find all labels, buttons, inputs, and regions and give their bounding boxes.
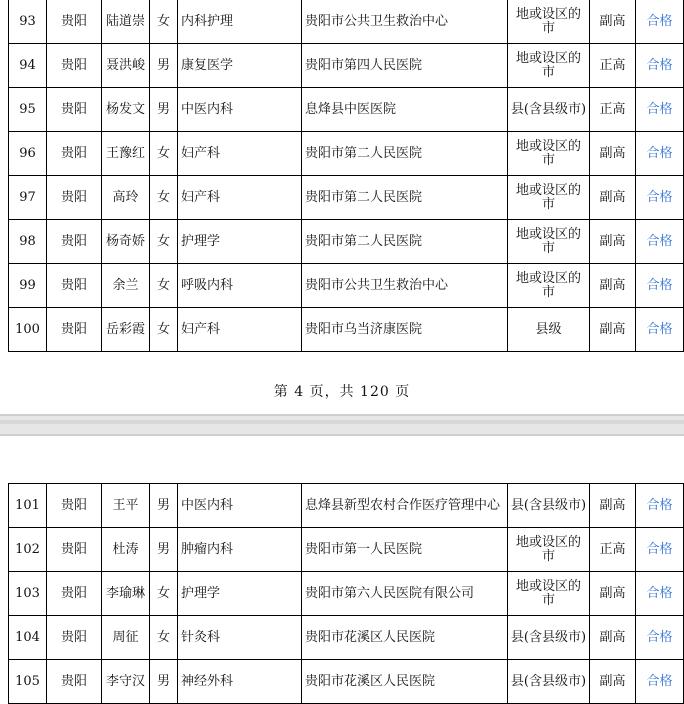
page-footer: 第 4 页，共 120 页 <box>273 384 411 400</box>
cell-workplace: 贵阳市乌当济康医院 <box>302 308 508 352</box>
cell-number: 102 <box>9 528 47 572</box>
cell-number: 105 <box>9 660 47 704</box>
cell-name: 李守汉 <box>102 660 150 704</box>
cell-number: 96 <box>9 132 47 176</box>
cell-result: 合格 <box>636 220 684 264</box>
table-row <box>9 264 684 308</box>
cell-workplace: 贵阳市第一人民医院 <box>302 528 508 572</box>
table-row <box>9 88 684 132</box>
cell-result: 合格 <box>636 88 684 132</box>
cell-workplace: 贵阳市第六人民医院有限公司 <box>302 572 508 616</box>
cell-number: 98 <box>9 220 47 264</box>
cell-title-level: 副高 <box>590 264 636 308</box>
cell-city: 贵阳 <box>47 660 102 704</box>
cell-result: 合格 <box>636 264 684 308</box>
cell-title-level: 副高 <box>590 616 636 660</box>
cell-name: 王平 <box>102 484 150 528</box>
cell-gender: 女 <box>150 220 178 264</box>
cell-city: 贵阳 <box>47 528 102 572</box>
cell-title-level: 副高 <box>590 176 636 220</box>
cell-result: 合格 <box>636 308 684 352</box>
cell-title-level: 正高 <box>590 528 636 572</box>
cell-specialty: 神经外科 <box>178 660 302 704</box>
cell-specialty: 中医内科 <box>178 484 302 528</box>
cell-workplace: 贵阳市第二人民医院 <box>302 176 508 220</box>
cell-number: 95 <box>9 88 47 132</box>
cell-name: 岳彩霞 <box>102 308 150 352</box>
cell-city: 贵阳 <box>47 220 102 264</box>
cell-result: 合格 <box>636 44 684 88</box>
cell-number: 97 <box>9 176 47 220</box>
cell-unit-level: 县(含县级市) <box>508 484 590 528</box>
cell-unit-level: 地或设区的市 <box>508 132 590 176</box>
table-row <box>9 660 684 704</box>
cell-workplace: 贵阳市第四人民医院 <box>302 44 508 88</box>
cell-specialty: 护理学 <box>178 572 302 616</box>
cell-workplace: 贵阳市花溪区人民医院 <box>302 660 508 704</box>
table-row <box>9 572 684 616</box>
cell-specialty: 中医内科 <box>178 88 302 132</box>
cell-city: 贵阳 <box>47 616 102 660</box>
cell-gender: 女 <box>150 616 178 660</box>
cell-title-level: 副高 <box>590 660 636 704</box>
cell-gender: 男 <box>150 88 178 132</box>
cell-name: 陆道崇 <box>102 0 150 44</box>
cell-city: 贵阳 <box>47 88 102 132</box>
cell-number: 104 <box>9 616 47 660</box>
cell-result: 合格 <box>636 616 684 660</box>
cell-city: 贵阳 <box>47 0 102 44</box>
cell-unit-level: 县(含县级市) <box>508 88 590 132</box>
cell-result: 合格 <box>636 572 684 616</box>
cell-title-level: 正高 <box>590 44 636 88</box>
cell-city: 贵阳 <box>47 264 102 308</box>
cell-specialty: 妇产科 <box>178 308 302 352</box>
cell-workplace: 贵阳市公共卫生救治中心 <box>302 264 508 308</box>
cell-result: 合格 <box>636 484 684 528</box>
cell-city: 贵阳 <box>47 176 102 220</box>
cell-specialty: 康复医学 <box>178 44 302 88</box>
cell-result: 合格 <box>636 528 684 572</box>
cell-workplace: 贵阳市花溪区人民医院 <box>302 616 508 660</box>
cell-unit-level: 地或设区的市 <box>508 264 590 308</box>
cell-title-level: 副高 <box>590 220 636 264</box>
cell-unit-level: 地或设区的市 <box>508 44 590 88</box>
cell-name: 聂洪峻 <box>102 44 150 88</box>
cell-name: 周征 <box>102 616 150 660</box>
cell-specialty: 妇产科 <box>178 176 302 220</box>
cell-unit-level: 地或设区的市 <box>508 572 590 616</box>
table-row <box>9 0 684 44</box>
cell-title-level: 副高 <box>590 572 636 616</box>
cell-specialty: 内科护理 <box>178 0 302 44</box>
table-row <box>9 528 684 572</box>
cell-title-level: 副高 <box>590 308 636 352</box>
cell-number: 99 <box>9 264 47 308</box>
cell-title-level: 副高 <box>590 484 636 528</box>
cell-gender: 男 <box>150 44 178 88</box>
cell-result: 合格 <box>636 132 684 176</box>
table-row <box>9 308 684 352</box>
cell-gender: 女 <box>150 264 178 308</box>
cell-number: 93 <box>9 0 47 44</box>
cell-result: 合格 <box>636 0 684 44</box>
cell-name: 杜涛 <box>102 528 150 572</box>
table-row <box>9 220 684 264</box>
cell-city: 贵阳 <box>47 44 102 88</box>
cell-city: 贵阳 <box>47 132 102 176</box>
cell-specialty: 妇产科 <box>178 132 302 176</box>
cell-unit-level: 县级 <box>508 308 590 352</box>
results-table-page-4 <box>8 0 684 352</box>
cell-workplace: 息烽县新型农村合作医疗管理中心 <box>302 484 508 528</box>
cell-unit-level: 地或设区的市 <box>508 528 590 572</box>
cell-name: 王豫红 <box>102 132 150 176</box>
cell-number: 100 <box>9 308 47 352</box>
table-row <box>9 44 684 88</box>
cell-gender: 男 <box>150 528 178 572</box>
cell-unit-level: 县(含县级市) <box>508 660 590 704</box>
table-row <box>9 176 684 220</box>
cell-gender: 男 <box>150 660 178 704</box>
page-divider <box>0 414 684 436</box>
cell-name: 余兰 <box>102 264 150 308</box>
cell-result: 合格 <box>636 176 684 220</box>
cell-name: 杨发文 <box>102 88 150 132</box>
cell-number: 94 <box>9 44 47 88</box>
cell-specialty: 护理学 <box>178 220 302 264</box>
cell-number: 101 <box>9 484 47 528</box>
cell-name: 高玲 <box>102 176 150 220</box>
cell-gender: 女 <box>150 176 178 220</box>
cell-workplace: 息烽县中医医院 <box>302 88 508 132</box>
cell-gender: 女 <box>150 572 178 616</box>
table-row <box>9 616 684 660</box>
cell-workplace: 贵阳市公共卫生救治中心 <box>302 0 508 44</box>
cell-workplace: 贵阳市第二人民医院 <box>302 132 508 176</box>
cell-gender: 男 <box>150 484 178 528</box>
cell-city: 贵阳 <box>47 308 102 352</box>
cell-result: 合格 <box>636 660 684 704</box>
cell-number: 103 <box>9 572 47 616</box>
cell-name: 李瑜琳 <box>102 572 150 616</box>
cell-title-level: 副高 <box>590 0 636 44</box>
cell-city: 贵阳 <box>47 484 102 528</box>
table-row <box>9 132 684 176</box>
cell-workplace: 贵阳市第二人民医院 <box>302 220 508 264</box>
cell-name: 杨奇娇 <box>102 220 150 264</box>
cell-city: 贵阳 <box>47 572 102 616</box>
cell-gender: 女 <box>150 132 178 176</box>
cell-specialty: 针灸科 <box>178 616 302 660</box>
table-row <box>9 484 684 528</box>
cell-gender: 女 <box>150 308 178 352</box>
cell-title-level: 正高 <box>590 88 636 132</box>
cell-unit-level: 地或设区的市 <box>508 176 590 220</box>
cell-title-level: 副高 <box>590 132 636 176</box>
cell-specialty: 呼吸内科 <box>178 264 302 308</box>
cell-unit-level: 地或设区的市 <box>508 0 590 44</box>
cell-unit-level: 地或设区的市 <box>508 220 590 264</box>
cell-specialty: 肿瘤内科 <box>178 528 302 572</box>
cell-unit-level: 县(含县级市) <box>508 616 590 660</box>
cell-gender: 女 <box>150 0 178 44</box>
results-table-page-5 <box>8 483 684 704</box>
